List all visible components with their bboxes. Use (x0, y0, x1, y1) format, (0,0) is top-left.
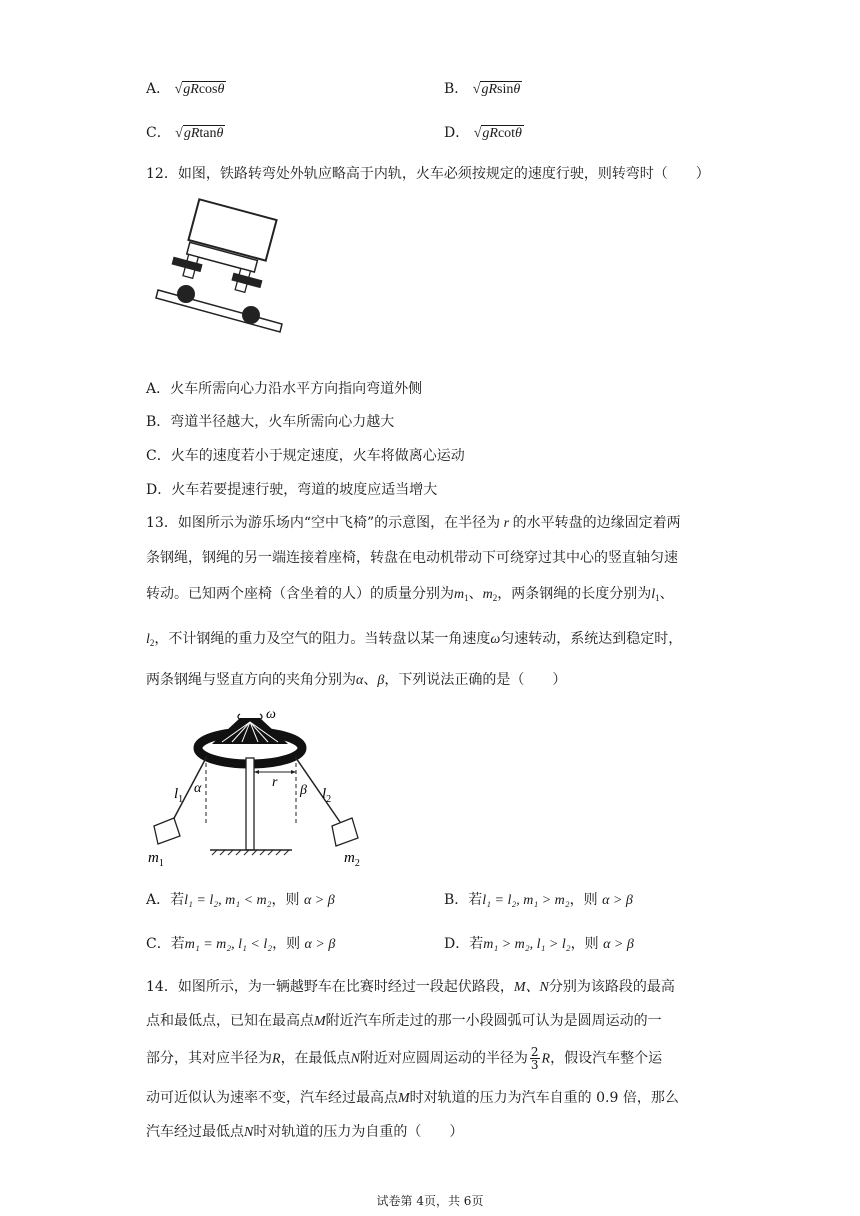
q13-option-a: A．若l₁ = l₂, m₁ < m₂，则 α > β (146, 892, 335, 908)
q14-line-5: 汽车经过最低点N时对轨道的压力为自重的（ ） (146, 1124, 464, 1140)
q13-line-3: 转动。已知两个座椅（含坐着的人）的质量分别为$m_1$、$m_2$，两条钢绳的长度分别为$l_1$、 (146, 586, 674, 603)
q13-option-c: C．若m₁ = m₂, l₁ < l₂，则 α > β (146, 936, 336, 952)
l1-label: $l_1$ (174, 786, 184, 805)
q12-stem: 12．如图，铁路转弯处外轨应略高于内轨，火车必须按规定的速度行驶，则转弯时（ ） (146, 166, 710, 182)
m2-label: $m_2$ (344, 850, 360, 869)
omega-label: ω (266, 707, 276, 722)
chair-right (332, 818, 358, 846)
q13-line-4: $l_2$，不计钢绳的重力及空气的阻力。当转盘以某一角速度ω匀速转动，系统达到稳定时， (146, 631, 683, 648)
chair-left (154, 818, 180, 844)
wheel-left (177, 285, 195, 303)
q13-option-b: B．若l₁ = l₂, m₁ > m₂，则 α > β (444, 892, 633, 908)
alpha-label: α (194, 781, 202, 796)
q13-flying-chair-figure (140, 700, 380, 872)
m1-label: $m_1$ (148, 850, 164, 869)
q12-option-d: D．火车若要提速行驶，弯道的坡度应适当增大 (146, 482, 438, 498)
q11-option-a: A． √gRcosθ (146, 81, 225, 97)
q12-option-c: C．火车的速度若小于规定速度，火车将做离心运动 (146, 448, 465, 464)
q13-line-1: 13．如图所示为游乐场内“空中飞椅”的示意图，在半径为 r 的水平转盘的边缘固定着两 (146, 515, 681, 531)
two-thirds-fraction: $\frac{2}{3}$ (530, 1045, 539, 1072)
beta-label: β (300, 783, 307, 798)
q14-line-3: 部分，其对应半径为R，在最低点N附近对应圆周运动的半径为 $\frac{2}{3}$ R，假设汽车整个运 (146, 1045, 663, 1072)
radius-label: r (272, 775, 278, 790)
q13-option-d: D．若m₁ > m₂, l₁ > l₂，则 α > β (444, 936, 634, 952)
q12-option-a: A．火车所需向心力沿水平方向指向弯道外侧 (146, 381, 423, 397)
page-footer: 试卷第 4页，共 6页 (376, 1194, 484, 1208)
q12-option-b: B．弯道半径越大，火车所需向心力越大 (146, 414, 395, 430)
q11-option-b: B． √gRsinθ (444, 81, 521, 97)
q12-train-figure (150, 198, 290, 338)
track-bed (156, 290, 282, 332)
q13-line-2: 条钢绳，钢绳的另一端连接着座椅，转盘在电动机带动下可绕穿过其中心的竖直轴匀速 (146, 550, 678, 566)
q14-line-1: 14．如图所示，为一辆越野车在比赛时经过一段起伏路段，M、N分别为该路段的最高 (146, 979, 675, 995)
q11-option-c: C． √gRtanθ (146, 125, 224, 141)
q14-line-2: 点和最低点，已知在最高点M附近汽车所走过的那一小段圆弧可认为是圆周运动的一 (146, 1013, 662, 1029)
center-pole (246, 758, 254, 850)
q11-option-d: D． √gRcotθ (444, 125, 522, 141)
wheel-right (242, 306, 260, 324)
q14-line-4: 动可近似认为速率不变，汽车经过最高点M时对轨道的压力为汽车自重的 0.9 倍，那么 (146, 1090, 679, 1106)
q13-line-5: 两条钢绳与竖直方向的夹角分别为α、β，下列说法正确的是（ ） (146, 672, 567, 688)
l2-label: $l_2$ (322, 786, 332, 805)
